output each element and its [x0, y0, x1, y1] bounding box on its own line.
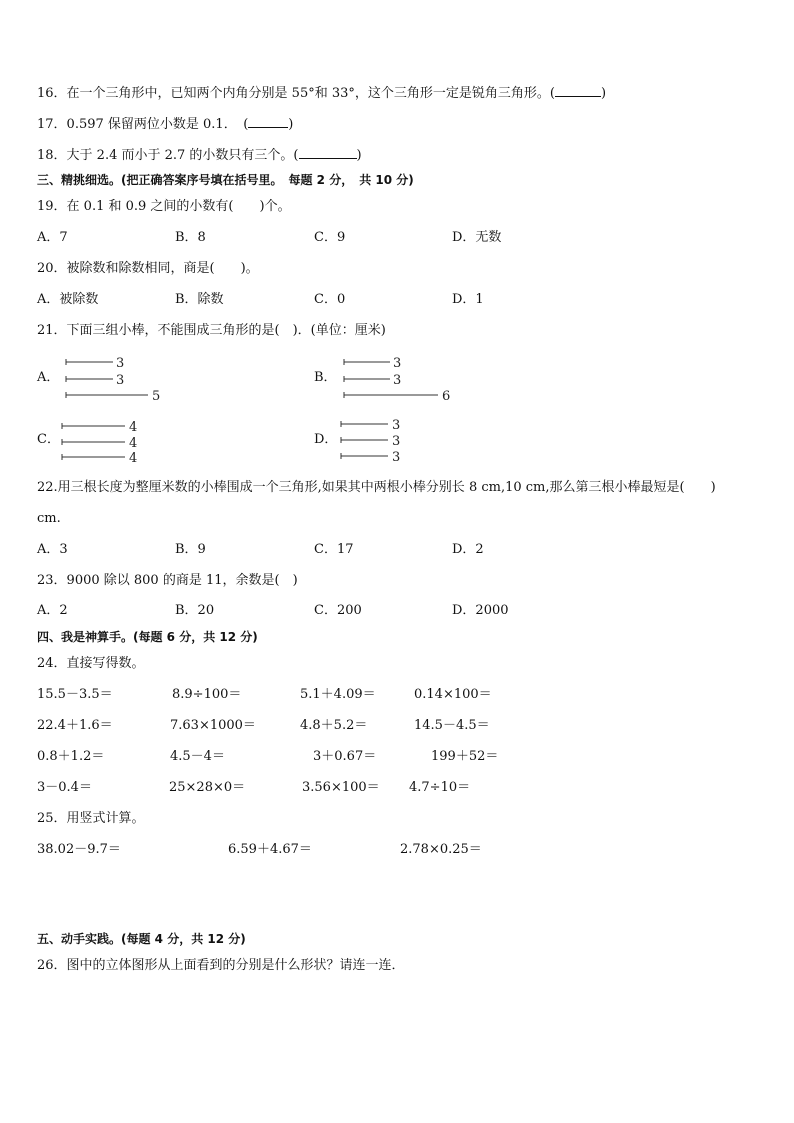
question-17-text: 17．0.597 保留两位小数是 0.1． ( [37, 117, 249, 132]
question-16: 16．在一个三角形中，已知两个内角分别是 55°和 33°，这个三角形一定是锐角三角形。( ) [37, 86, 607, 101]
calc-item: 4.7÷10＝ [409, 780, 471, 795]
calc-item: 7.63×1000＝ [170, 718, 256, 733]
stick-figures [0, 0, 794, 480]
calc-item: 8.9÷100＝ [172, 687, 242, 702]
option-d[interactable]: D． [314, 432, 338, 447]
stick-length-label: 3 [393, 356, 402, 371]
stick-length-label: 3 [392, 418, 401, 433]
option-a[interactable]: A．被除数 [37, 292, 99, 307]
stick-length-label: 4 [129, 451, 138, 466]
question-23-text: 23．9000 除以 800 的商是 11，余数是( ) [37, 573, 298, 588]
option-d[interactable]: D．2 [452, 542, 484, 557]
stick-group-c [62, 423, 125, 460]
calc-item: 0.14×100＝ [414, 687, 492, 702]
calc-item: 15.5－3.5＝ [37, 687, 113, 702]
question-16-text: 16．在一个三角形中，已知两个内角分别是 55°和 33°，这个三角形一定是锐角三角形。( [37, 86, 555, 101]
section-3-title: 三、精挑细选。(把正确答案序号填在括号里。 每题 2 分， 共 10 分) [37, 173, 414, 187]
stick-length-label: 3 [393, 373, 402, 388]
calc-item: 199＋52＝ [431, 749, 499, 764]
option-c[interactable]: C． [37, 432, 60, 447]
calc-item: 22.4＋1.6＝ [37, 718, 113, 733]
question-20-text: 20．被除数和除数相同，商是( )。 [37, 261, 259, 276]
calc-item: 5.1＋4.09＝ [300, 687, 376, 702]
question-18: 18．大于 2.4 而小于 2.7 的小数只有三个。( ) [37, 148, 362, 163]
stick-length-label: 5 [152, 389, 161, 404]
question-25-text: 25．用竖式计算。 [37, 811, 145, 826]
option-c[interactable]: C．200 [314, 603, 362, 618]
option-c[interactable]: C．17 [314, 542, 354, 557]
vertical-calc-item: 2.78×0.25＝ [400, 842, 482, 857]
question-26-text: 26．图中的立体图形从上面看到的分别是什么形状？请连一连． [37, 958, 405, 973]
calc-item: 3－0.4＝ [37, 780, 92, 795]
stick-length-label: 4 [129, 436, 138, 451]
section-4-title: 四、我是神算手。(每题 6 分，共 12 分) [37, 630, 258, 644]
stick-length-label: 3 [116, 373, 125, 388]
stick-length-label: 3 [392, 434, 401, 449]
option-c[interactable]: C．9 [314, 230, 346, 245]
calc-item: 4.8＋5.2＝ [300, 718, 368, 733]
option-b[interactable]: B．8 [175, 230, 206, 245]
section-5-title: 五、动手实践。(每题 4 分，共 12 分) [37, 932, 246, 946]
question-22-text: 22.用三根长度为整厘米数的小棒围成一个三角形,如果其中两根小棒分别长 8 cm,10 cm,那么第三根小棒最短是( ) [37, 480, 716, 495]
calc-item: 0.8＋1.2＝ [37, 749, 105, 764]
option-b[interactable]: B． [314, 370, 337, 385]
vertical-calc-item: 38.02－9.7＝ [37, 842, 121, 857]
calc-item: 14.5－4.5＝ [414, 718, 490, 733]
question-24-text: 24．直接写得数。 [37, 656, 145, 671]
calc-item: 25×28×0＝ [169, 780, 246, 795]
option-a[interactable]: A． [37, 370, 60, 385]
option-c[interactable]: C．0 [314, 292, 346, 307]
question-18-text: 18．大于 2.4 而小于 2.7 的小数只有三个。( [37, 148, 299, 163]
question-22-unit: cm. [37, 511, 61, 526]
option-b[interactable]: B．20 [175, 603, 215, 618]
stick-length-label: 3 [116, 356, 125, 371]
stick-group-d [341, 421, 388, 459]
option-b[interactable]: B．9 [175, 542, 206, 557]
calc-item: 3.56×100＝ [302, 780, 380, 795]
question-17: 17．0.597 保留两位小数是 0.1． ( ) [37, 117, 294, 132]
option-a[interactable]: A．3 [37, 542, 68, 557]
calc-item: 3＋0.67＝ [313, 749, 377, 764]
stick-group-b [344, 359, 438, 398]
option-d[interactable]: D．2000 [452, 603, 509, 618]
option-d[interactable]: D．1 [452, 292, 484, 307]
stick-length-label: 4 [129, 420, 138, 435]
vertical-calc-item: 6.59＋4.67＝ [228, 842, 312, 857]
stick-length-label: 6 [442, 389, 451, 404]
stick-length-label: 3 [392, 450, 401, 465]
question-19-text: 19．在 0.1 和 0.9 之间的小数有( )个。 [37, 199, 291, 214]
option-a[interactable]: A．7 [37, 230, 68, 245]
stick-group-a [66, 359, 148, 398]
option-b[interactable]: B．除数 [175, 292, 224, 307]
option-a[interactable]: A．2 [37, 603, 68, 618]
calc-item: 4.5－4＝ [170, 749, 225, 764]
option-d[interactable]: D．无数 [452, 230, 502, 245]
question-21-text: 21．下面三组小棒，不能围成三角形的是( )．(单位：厘米) [37, 323, 386, 338]
